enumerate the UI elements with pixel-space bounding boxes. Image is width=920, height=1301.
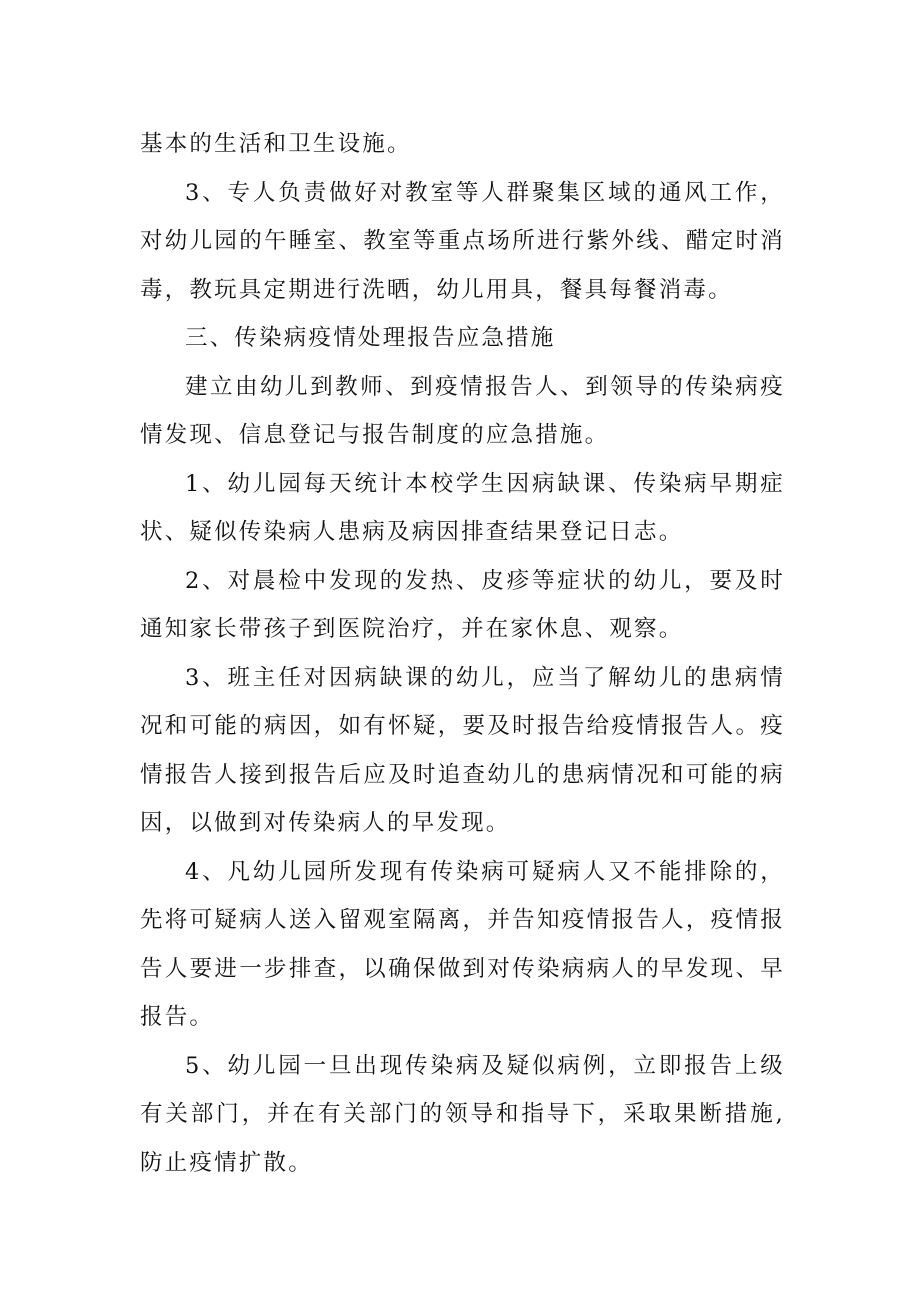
paragraph-continuation: 基本的生活和卫生设施。 [140,131,412,157]
paragraph-item-5: 5、幼儿园一旦出现传染病及疑似病例，立即报告上级有关部门，并在有关部门的领导和指导下，采取果断措施,防止疫情扩散。 [140,1052,785,1176]
paragraph-intro: 建立由幼儿到教师、到疫情报告人、到领导的传染病疫情发现、信息登记与报告制度的应急措施。 [140,373,785,448]
paragraph-item-3-ventilation: 3、专人负责做好对教室等人群聚集区域的通风工作，对幼儿园的午睡室、教室等重点场所进行紫外线、醋定时消毒，教玩具定期进行洗晒，幼儿用具，餐具每餐消毒。 [140,179,785,303]
paragraph-item-3: 3、班主任对因病缺课的幼儿，应当了解幼儿的患病情况和可能的病因，如有怀疑，要及时报告给疫情报告人。疫情报告人接到报告后应及时追查幼儿的患病情况和可能的病因，以做到对传染病人的早发现。 [140,664,785,836]
paragraph-item-1: 1、幼儿园每天统计本校学生因病缺课、传染病早期症状、疑似传染病人患病及病因排查结果登记日志。 [140,470,785,545]
document-body [140,120,785,1187]
paragraph-item-2: 2、对晨检中发现的发热、皮疹等症状的幼儿，要及时通知家长带孩子到医院治疗，并在家休息、观察。 [140,567,785,642]
section-heading: 三、传染病疫情处理报告应急措施 [185,325,556,351]
paragraph-item-4: 4、凡幼儿园所发现有传染病可疑病人又不能排除的，先将可疑病人送入留观室隔离，并告知疫情报告人，疫情报告人要进一步排查，以确保做到对传染病病人的早发现、早报告。 [140,858,785,1030]
